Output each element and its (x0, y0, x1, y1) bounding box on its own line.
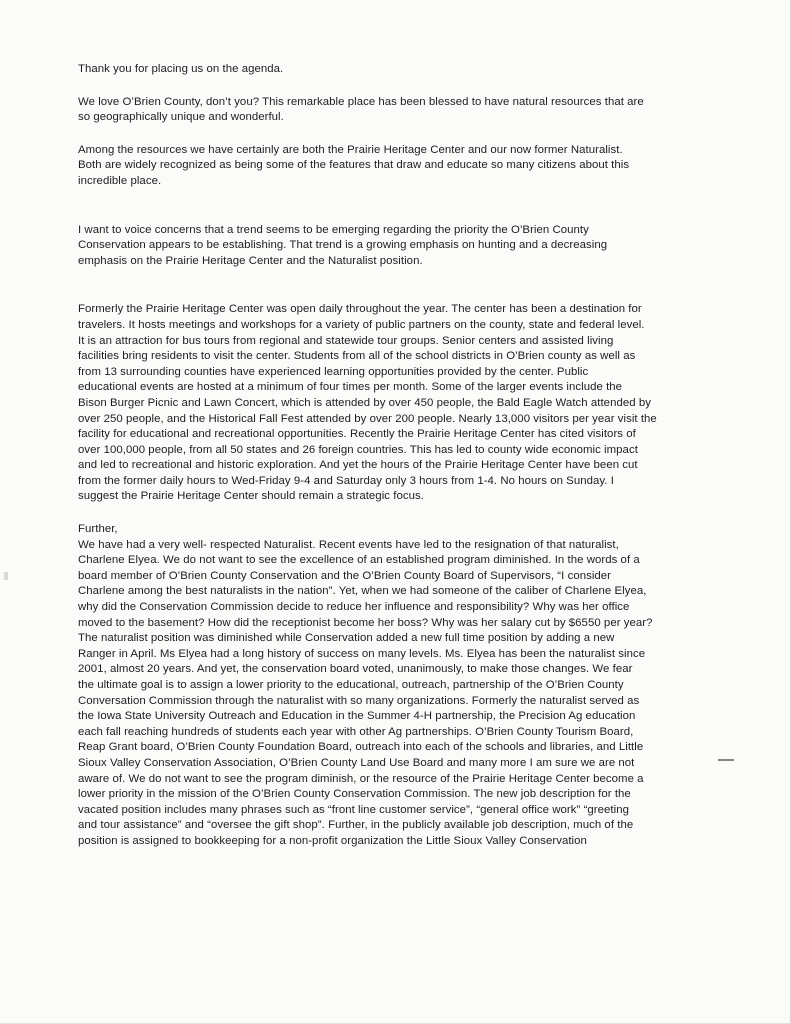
text-line: the Iowa State University Outreach and Education in the Summer 4-H partnership, the Precision Ag education (78, 710, 636, 723)
text-line: incredible place. (78, 174, 162, 187)
text-line: and tour assistance” and “oversee the gift shop”. Further, in the publicly available job description, much of the (78, 819, 634, 832)
text-line: Thank you for placing us on the agenda. (78, 63, 284, 75)
text-line: We love O’Brien County, don’t you? This remarkable place has been blessed to have natural resources that are (78, 95, 644, 108)
text-line: position is assigned to bookkeeping for a non-profit organization the Little Sioux Valley Conservation (78, 834, 587, 847)
text-line: educational events are hosted at a minimum of four times per month. Some of the larger events include the (78, 381, 623, 394)
text-line: It is an attraction for bus tours from regional and statewide tour groups. Senior centers and assisted living (78, 334, 614, 347)
text-line: We have had a very well- respected Naturalist. Recent events have led to the resignation of that naturalist, (78, 538, 619, 551)
text-line: Further, (78, 523, 118, 536)
text-line: lower priority in the mission of the O’Brien County Conservation Commission. The new job description for the (78, 788, 631, 801)
paragraph-obrien-county (78, 95, 690, 126)
paragraph-heritage-center (78, 302, 690, 505)
text-line: The naturalist position was diminished while Conservation added a new full time position by adding a new (78, 632, 615, 645)
text-line: aware of. We do not want to see the program diminish, or the resource of the Prairie Heritage Center become a (78, 772, 644, 785)
text-line: the ultimate goal is to assign a lower priority to the educational, outreach, partnership of the O’Brien County (78, 679, 624, 691)
paragraph-resources (78, 143, 690, 190)
text-line: I want to voice concerns that a trend seems to be emerging regarding the priority the O’Brien County (78, 223, 589, 236)
text-line: facilities bring residents to visit the center. Students from all of the school districts in O’Brien county as well as (78, 350, 636, 363)
text-line: Both are widely recognized as being some of the features that draw and educate so many citizens about this (78, 159, 630, 172)
text-line: Bison Burger Picnic and Lawn Concert, which is attended by over 450 people, the Bald Eagle Watch attended by (78, 396, 651, 409)
text-line: emphasis on the Prairie Heritage Center and the Naturalist position. (78, 254, 423, 267)
paragraph-agenda (78, 62, 690, 78)
text-line: over 250 people, and the Historical Fall Fest attended by over 200 people. Nearly 13,000 visitors per year visit the (78, 412, 657, 425)
text-line: Sioux Valley Conservation Association, O’Brien County Land Use Board and many more I am sure we are not (78, 756, 635, 769)
text-line: and led to recreational and historic exploration. And yet the hours of the Prairie Heritage Center have been cut (78, 459, 638, 472)
text-line: Charlene Elyea. We do not want to see the excellence of an established program diminished. In the words of a (78, 554, 640, 567)
letter-body (78, 62, 690, 850)
text-line: vacated position includes many phrases such as “front line customer service”, “general office work” “greeting (78, 803, 629, 816)
margin-pen-mark (718, 759, 734, 761)
text-line: so geographically unique and wonderful. (78, 111, 284, 124)
paragraph-concerns (78, 223, 690, 270)
text-line: Reap Grant board, O’Brien County Foundation Board, outreach into each of the schools and libraries, and Little (78, 741, 644, 754)
text-line: Charlene among the best naturalists in the nation”. Yet, when we had someone of the caliber of Charlene Elyea, (78, 585, 647, 598)
text-line: moved to the basement? How did the receptionist become her boss? Why was her salary cut by $6550 per year? (78, 616, 653, 629)
text-line: from the former daily hours to Wed-Friday 9-4 and Saturday only 3 hours from 1-4. No hours on Sunday. I (78, 474, 614, 487)
text-line: Conservation appears to be establishing. That trend is a growing emphasis on hunting and a decreasing (78, 239, 608, 252)
text-line: 2001, almost 20 years. And yet, the conservation board voted, unanimously, to make those changes. We fear (78, 663, 633, 676)
text-line: Among the resources we have certainly are both the Prairie Heritage Center and our now former Naturalist. (78, 143, 623, 156)
text-line: travelers. It hosts meetings and workshops for a variety of public partners on the county, state and federal level. (78, 318, 645, 331)
text-line: Formerly the Prairie Heritage Center was open daily throughout the year. The center has been a destination for (78, 303, 642, 316)
text-line: why did the Conservation Commission decide to reduce her influence and responsibility? Why was her office (78, 601, 630, 614)
text-line: over 100,000 people, from all 50 states and 26 foreign countries. This has led to county wide economic impact (78, 443, 638, 456)
text-line: from 13 surrounding counties have experienced learning opportunities provided by the center. Public (78, 365, 589, 378)
paragraph-naturalist (78, 522, 690, 849)
text-line: Conversation Commission through the naturalist with so many organizations. Formerly the naturalist served as (78, 694, 640, 707)
text-line: facility for educational and recreational opportunities. Recently the Prairie Heritage Center has cited visitors of (78, 428, 636, 441)
text-line: suggest the Prairie Heritage Center should remain a strategic focus. (78, 490, 424, 503)
scan-edge-mark (4, 572, 8, 580)
text-line: Ranger in April. Ms Elyea had a long history of success on many levels. Ms. Elyea has been the naturalist since (78, 647, 646, 660)
text-line: board member of O’Brien County Conservation and the O’Brien County Board of Supervisors, “I consider (78, 569, 612, 582)
text-line: each fall reaching hundreds of students each year with other Ag partnerships. O’Brien County Tourism Board, (78, 725, 634, 738)
